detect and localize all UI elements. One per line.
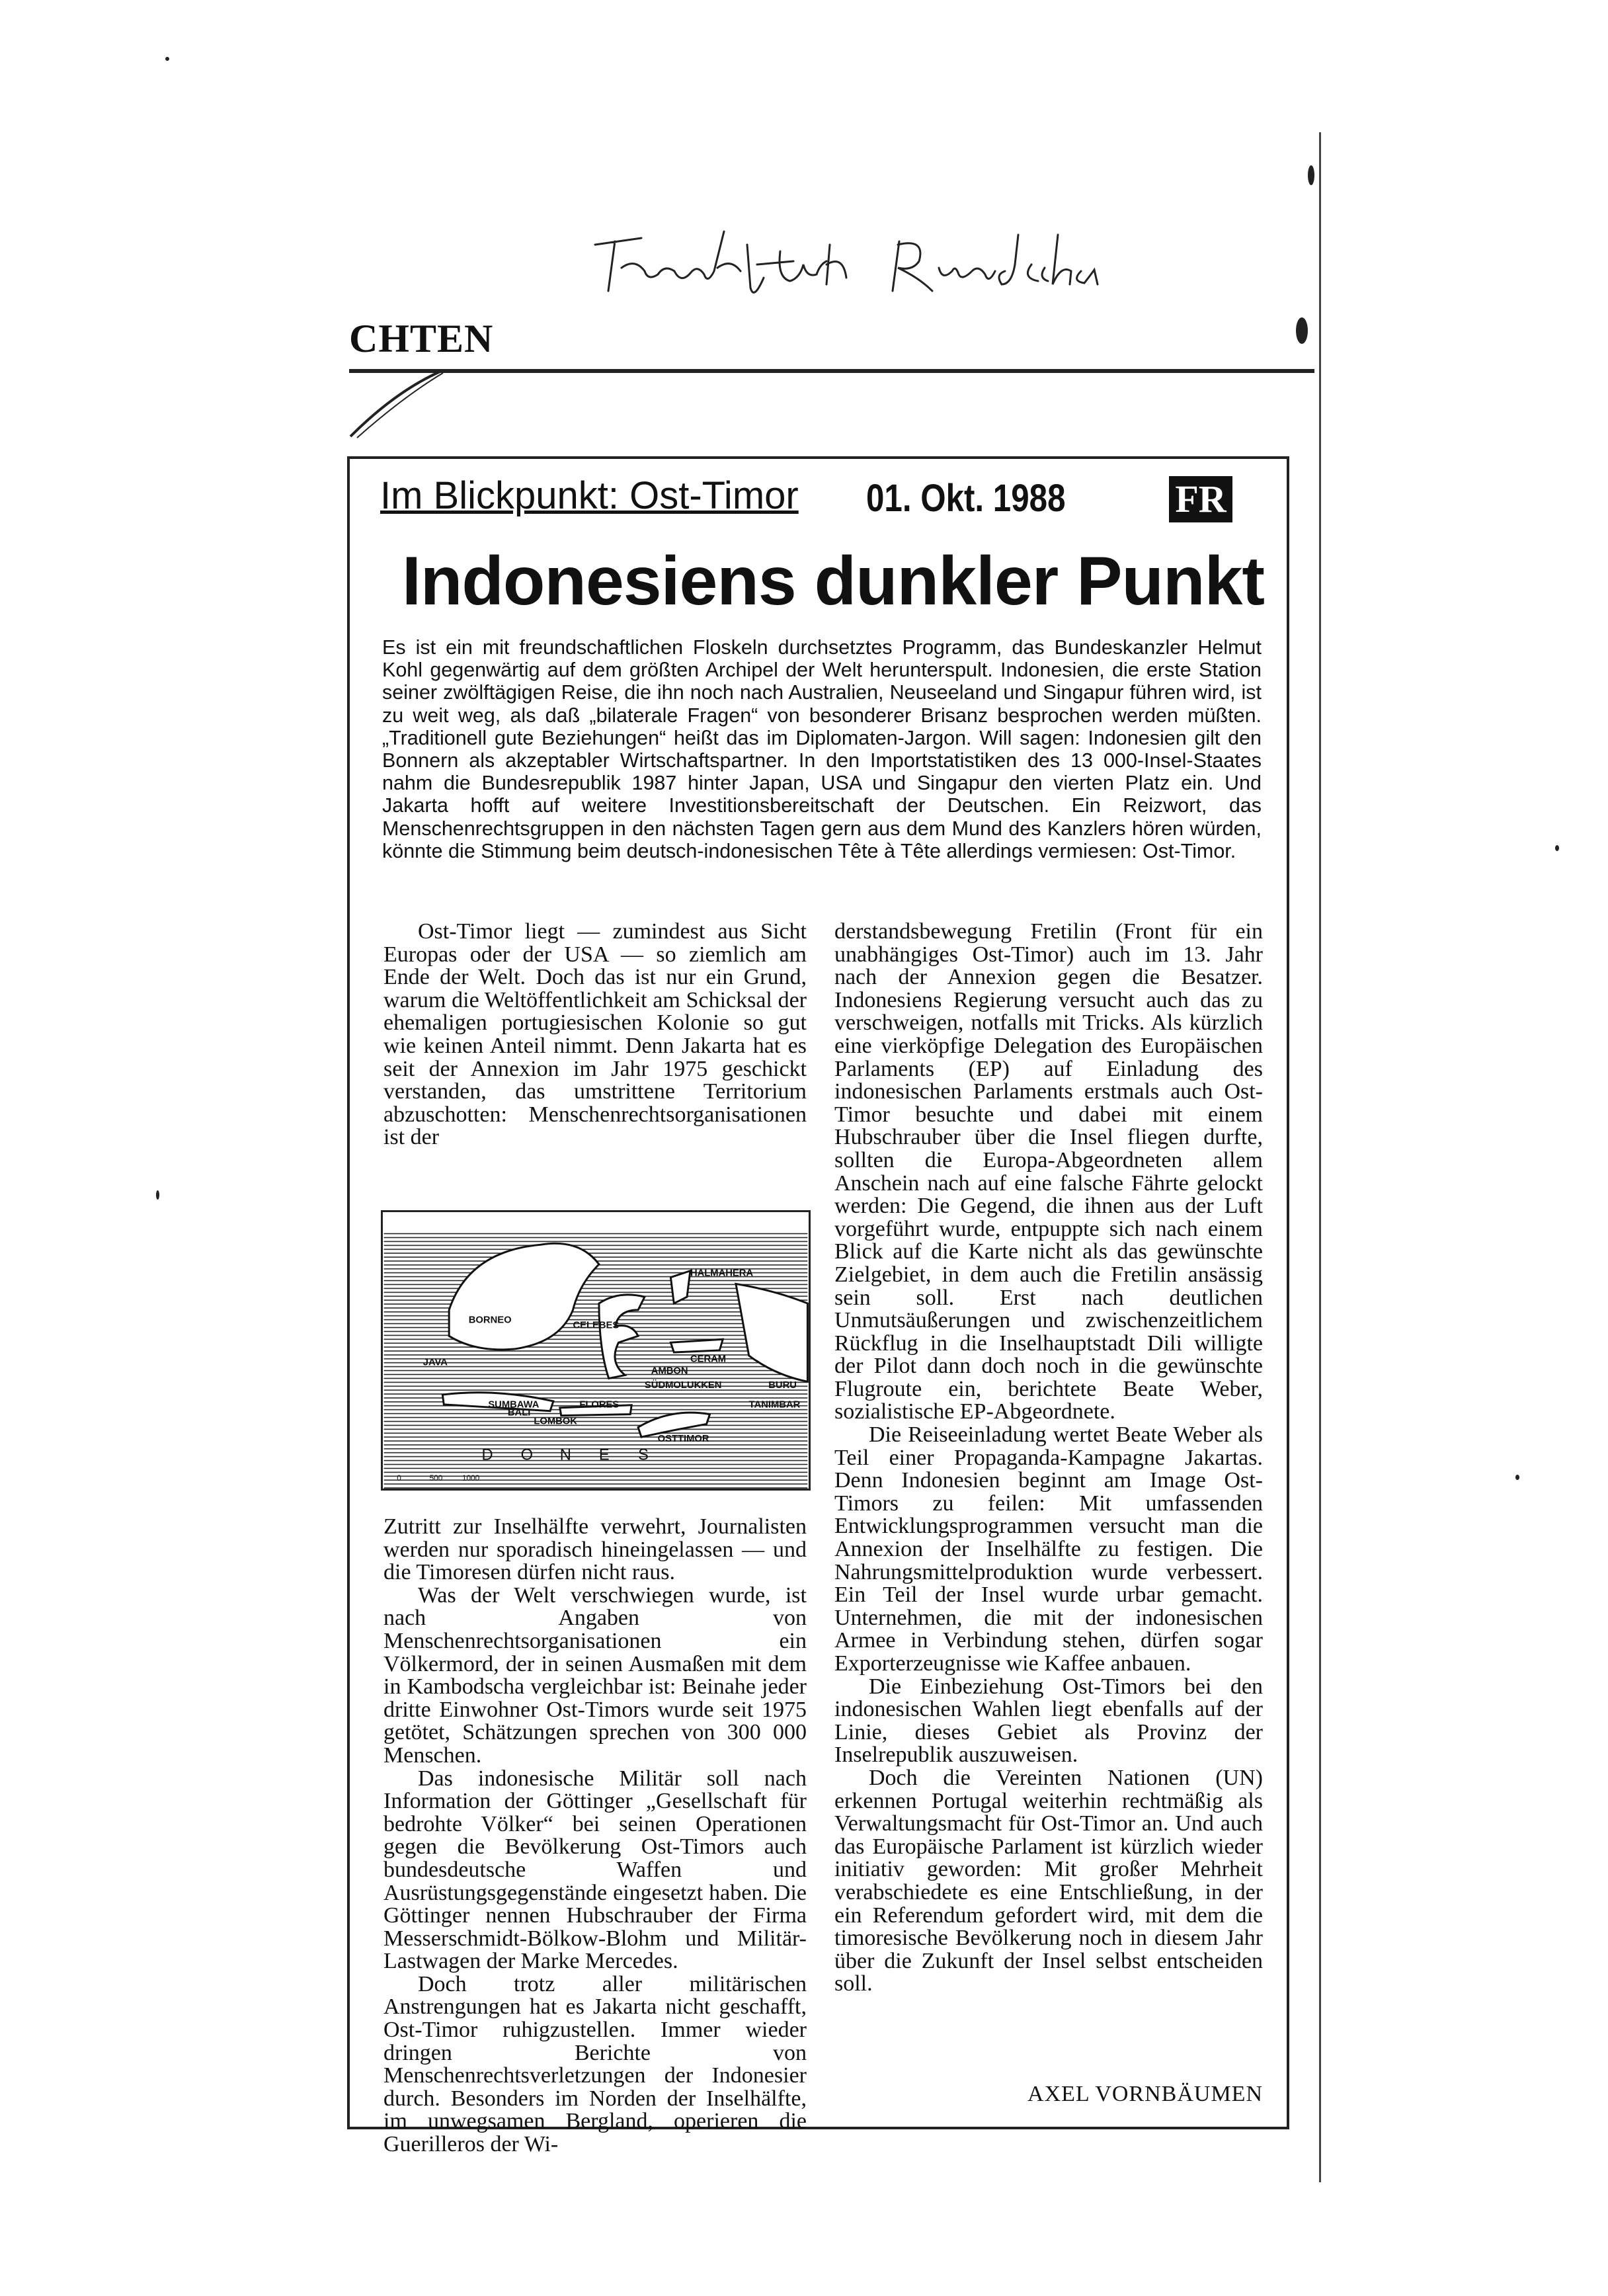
- map-label: HALMAHERA: [690, 1268, 754, 1279]
- article-lead: Es ist ein mit freundschaftlichen Floskeln durchsetztes Programm, das Bundeskanzler Helmut Kohl gegenwärtig auf dem größten Archipel der Welt herunterspult. Indonesien, die erste Station seiner zwölftägigen Reise, die ihn noch nach Australien, Neuseeland und Singapur führen wird, ist zu weit weg, als daß „bilaterale Fragen“ von besonderer Brisanz besprochen werden müßten. „Traditionell gute Beziehungen“ heißt das im Diplomaten-Jargon. Will sagen: Indonesien gilt den Bonnern als akzeptabler Wirtschaftspartner. In den Importstatistiken des 13 000-Insel-Staates nahm die Bundesrepublik 1987 hinter Japan, USA und Singapur den vierten Platz ein. Und Jakarta hofft auf weitere Investitionsbereitschaft der Deutschen. Ein Reizwort, das Menschenrechtsgruppen in den nächsten Tagen gern aus dem Mund des Kanzlers hören würden, könnte die Stimmung beim deutsch-indonesischen Tête à Tête allerdings vermiesen: Ost-Timor.: [382, 636, 1262, 862]
- map-label: LOMBOK: [534, 1416, 577, 1427]
- right-column: [834, 921, 1263, 1996]
- map-scale-label: 1000: [462, 1473, 480, 1483]
- map-label: TANIMBAR: [748, 1399, 801, 1411]
- map-label: OSTTIMOR: [657, 1434, 709, 1445]
- paragraph: Doch die Vereinten Nationen (UN) erkennen Portugal weiterhin rechtmäßig als Verwaltungsmacht für Ost-Timor an. Und auch das Europäische Parlament ist kürzlich wieder initiativ geworden: Mit großer Mehrheit verabschiedete es eine Entschließung, in der ein Referendum gefordert wird, mit dem die timoresische Bevölkerung noch in diesem Jahr über die Zukunft der Insel selbst entscheiden soll.: [834, 1765, 1263, 1996]
- scan-speck: [1515, 1475, 1519, 1480]
- section-rule: [349, 369, 1314, 373]
- map-scale-label: 0: [397, 1473, 401, 1483]
- handwritten-note: [582, 218, 1124, 311]
- scan-speck: [156, 1190, 159, 1200]
- fr-logo: FR: [1169, 476, 1232, 522]
- paragraph: derstandsbewegung Fretilin (Front für ein unabhängiges Ost-Timor) auch im 13. Jahr nach der Annexion gegen die Besatzer. Indonesiens Regierung versucht auch das zu verschweigen, notfalls mit Tricks. Als kürzlich eine vierköpfige Delegation des Europäischen Parlaments (EP) auf Einladung des indonesischen Parlaments erstmals auch Ost-Timor besuchte und dabei mit einem Hubschrauber über die Insel fliegen durfte, sollten die Europa-Abgeordneten allem Anschein nach auf eine falsche Fährte gelockt werden: Die Gegend, die ihnen aus der Luft vorgeführt wurde, entpuppte sich nach einem Blick auf die Karte nicht als das gewünschte Zielgebiet, in dem auch die Fretilin ansässig sein soll. Erst nach deutlichen Unmutsäußerungen und zwischenzeitlichem Rückflug in die Inselhauptstadt Dili willigte der Pilot dann doch noch in die gewünschte Flugroute ein, berichtete Beate Weber, sozialistische EP-Abgeordnete.: [834, 919, 1263, 1424]
- article-headline: Indonesiens dunkler Punkt: [401, 543, 1265, 620]
- paragraph: Das indonesische Militär soll nach Information der Göttinger „Gesellschaft für bedrohte Völker“ bei seinen Operationen gegen die Bevölkerung Ost-Timors auch bundesdeutsche Waffen und Ausrüstungsgegenstände eingesetzt haben. Die Göttinger nennen Hubschrauber der Firma Messerschmidt-Bölkow-Blohm und Militär-Lastwagen der Marke Mercedes.: [383, 1766, 807, 1974]
- paragraph: Zutritt zur Inselhälfte verwehrt, Journalisten werden nur sporadisch hineingelassen — und die Timoresen dürfen nicht raus.: [383, 1514, 807, 1585]
- map-label: AMBON: [651, 1366, 688, 1377]
- map-label: BORNEO: [468, 1315, 512, 1326]
- decorative-swoosh: [344, 364, 450, 443]
- paragraph: Was der Welt verschwiegen wurde, ist nach Angaben von Menschenrechtsorganisationen ein Völkermord, der in seinen Ausmaßen mit dem in Kambodscha vergleichbar ist: Beinahe jeder dritte Einwohner Ost-Timors wurde seit 1975 getötet, Schätzungen sprechen von 300 000 Menschen.: [383, 1582, 807, 1768]
- left-column-bottom: [383, 1516, 807, 2156]
- map-letter: E: [598, 1446, 610, 1464]
- map-label: BURU: [768, 1380, 797, 1391]
- page-edge-line: [1319, 132, 1321, 2182]
- ceram-island: [670, 1339, 723, 1352]
- paragraph: Doch trotz aller militärischen Anstrengungen hat es Jakarta nicht geschafft, Ost-Timor ruhigzustellen. Immer wieder dringen Berichte von Menschenrechtsverletzungen der Indonesier durch. Besonders im Norden der Inselhälfte, im unwegsamen Bergland, operieren die Guerilleros der Wi-: [383, 1971, 807, 2157]
- map-label: SUMBAWA: [488, 1399, 540, 1411]
- scan-speck: [165, 57, 169, 61]
- author-byline: AXEL VORNBÄUMEN: [1027, 2082, 1263, 2106]
- article-kicker: Im Blickpunkt: Ost-Timor: [380, 474, 799, 517]
- section-heading: CHTEN: [349, 317, 494, 360]
- left-column-top: [383, 921, 807, 1149]
- map-label: CERAM: [690, 1354, 727, 1365]
- date-stamp: 01. Okt. 1988: [866, 477, 1066, 520]
- paragraph: Die Reiseeinladung wertet Beate Weber als Teil einer Propaganda-Kampagne Jakartas. Denn Indonesien beginnt am Image Ost-Timors zu feilen: Mit umfassenden Entwicklungsprogrammen versucht man die Annexion der Inselhälfte zu festigen. Die Nahrungsmittelproduktion wurde verbessert. Ein Teil der Insel wurde urbar gemacht. Unternehmen, die mit der indonesischen Armee in Verbindung stehen, dürfen sogar Exporterzeugnisse wie Kaffee anbauen.: [834, 1422, 1263, 1676]
- paragraph: Ost-Timor liegt — zumindest aus Sicht Europas oder der USA — so ziemlich am Ende der Welt. Doch das ist nur ein Grund, warum die Weltöffentlichkeit am Schicksal der ehemaligen portugiesischen Kolonie so gut wie keinen Anteil nimmt. Denn Jakarta hat es seit der Annexion im Jahr 1975 geschickt verstanden, das umstrittene Territorium abzuschotten: Menschenrechtsorganisationen ist der: [383, 919, 807, 1150]
- map-label: JAVA: [422, 1357, 448, 1368]
- map-letter: S: [638, 1446, 649, 1464]
- paragraph: Die Einbeziehung Ost-Timors bei den indonesischen Wahlen liegt ebenfalls auf der Linie, dieses Gebiet als Provinz der Inselrepublik auszuweisen.: [834, 1674, 1263, 1768]
- map-label: SÜDMOLUKKEN: [644, 1380, 722, 1391]
- map-figure: [381, 1210, 811, 1491]
- scan-speck: [1296, 317, 1308, 344]
- map-scale-label: 500: [429, 1473, 443, 1483]
- scan-speck: [1308, 165, 1314, 185]
- map-letter: O: [520, 1446, 534, 1464]
- scan-speck: [1555, 845, 1559, 851]
- map-letter: D: [481, 1446, 493, 1464]
- map-label: BALI: [507, 1407, 531, 1418]
- map-letter: N: [559, 1446, 571, 1464]
- map-label: CELEBES: [573, 1320, 620, 1331]
- map-label: FLORES: [579, 1399, 620, 1411]
